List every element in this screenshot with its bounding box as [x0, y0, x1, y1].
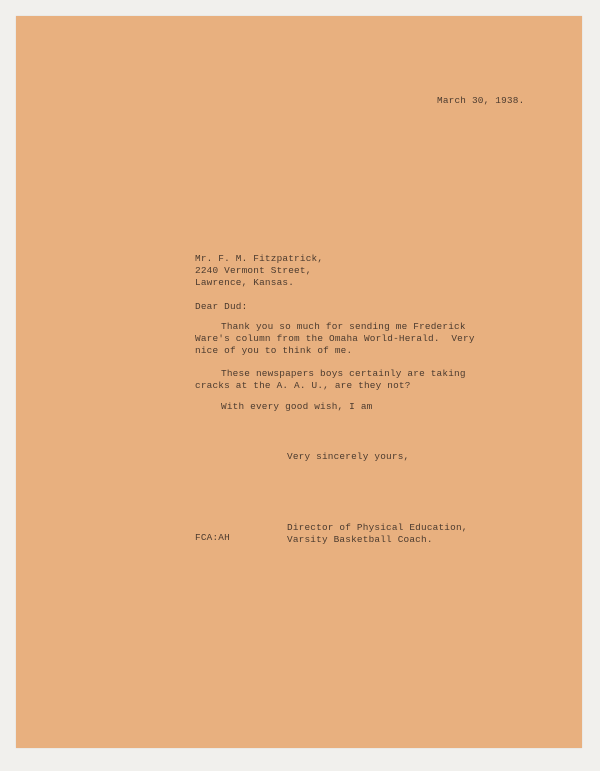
- paragraph-2-line-1: These newspapers boys certainly are taking: [221, 368, 466, 379]
- recipient-city: Lawrence, Kansas.: [195, 277, 295, 288]
- paragraph-2-line-2: cracks at the A. A. U., are they not?: [195, 380, 411, 391]
- typist-initials: FCA:AH: [195, 532, 230, 543]
- letter-date: March 30, 1938.: [437, 95, 525, 106]
- recipient-street: 2240 Vermont Street,: [195, 265, 312, 276]
- paragraph-1-line-1: Thank you so much for sending me Frederick: [221, 321, 466, 332]
- paragraph-1-line-2: Ware's column from the Omaha World-Herald. Very: [195, 333, 475, 344]
- signature-title-line-2: Varsity Basketball Coach.: [287, 534, 433, 545]
- paragraph-1-line-3: nice of you to think of me.: [195, 345, 353, 356]
- salutation: Dear Dud:: [195, 301, 248, 312]
- closing: Very sincerely yours,: [287, 451, 410, 462]
- paragraph-3-line-1: With every good wish, I am: [221, 401, 373, 412]
- signature-title-line-1: Director of Physical Education,: [287, 522, 468, 533]
- recipient-name: Mr. F. M. Fitzpatrick,: [195, 253, 324, 264]
- letter-page: [16, 16, 582, 748]
